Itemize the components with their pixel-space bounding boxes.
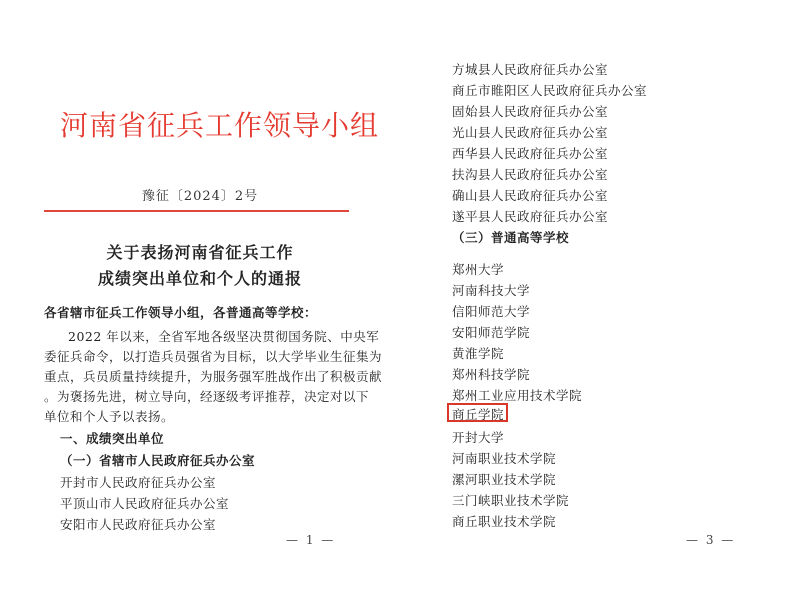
notice-title-line-1: 关于表扬河南省征兵工作 xyxy=(106,243,294,262)
school-item-highlighted: 商丘学院 xyxy=(452,407,505,422)
school-item: 三门峡职业技术学院 xyxy=(452,493,570,508)
school-item: 漯河职业技术学院 xyxy=(452,472,557,487)
section-heading: （三）普通高等学校 xyxy=(452,230,570,245)
list-item: 安阳市人民政府征兵办公室 xyxy=(60,517,217,532)
list-item: 扶沟县人民政府征兵办公室 xyxy=(452,167,609,182)
subsection-heading: （一）省辖市人民政府征兵办公室 xyxy=(60,453,256,468)
notice-title-line-2: 成绩突出单位和个人的通报 xyxy=(97,269,302,288)
list-item: 遂平县人民政府征兵办公室 xyxy=(452,209,609,224)
document-number: 豫征〔2024〕2号 xyxy=(141,189,259,204)
paragraph-line: 单位和个人予以表扬。 xyxy=(44,409,175,424)
list-item: 开封市人民政府征兵办公室 xyxy=(60,475,217,490)
school-item: 郑州科技学院 xyxy=(452,367,531,382)
school-item: 郑州大学 xyxy=(452,262,505,277)
red-divider-rule xyxy=(44,210,349,212)
list-item: 西华县人民政府征兵办公室 xyxy=(452,146,609,161)
paragraph-line: 委征兵命令，以打造兵员强省为目标，以大学毕业生征集为 xyxy=(44,349,383,364)
salutation: 各省辖市征兵工作领导小组，各普通高等学校： xyxy=(44,305,318,320)
school-item: 信阳师范大学 xyxy=(452,304,531,319)
school-item: 河南职业技术学院 xyxy=(452,451,557,466)
school-item: 商丘职业技术学院 xyxy=(452,514,557,529)
paragraph-line: 重点，兵员质量持续提升，为服务强军胜战作出了积极贡献 xyxy=(44,369,383,384)
list-item: 商丘市睢阳区人民政府征兵办公室 xyxy=(452,83,648,98)
section-heading: 一、成绩突出单位 xyxy=(60,431,165,446)
school-item: 河南科技大学 xyxy=(452,283,531,298)
paragraph-line: 。为褒扬先进，树立导向，经逐级考评推荐，决定对以下 xyxy=(44,389,370,404)
page-number: — 1 — xyxy=(286,533,336,547)
list-item: 方城县人民政府征兵办公室 xyxy=(452,62,609,77)
school-item: 黄淮学院 xyxy=(452,346,505,361)
list-item: 光山县人民政府征兵办公室 xyxy=(452,125,609,140)
page-number: — 3 — xyxy=(686,533,736,547)
agency-title: 河南省征兵工作领导小组 xyxy=(60,109,380,142)
school-item: 安阳师范学院 xyxy=(452,325,531,340)
list-item: 固始县人民政府征兵办公室 xyxy=(452,104,609,119)
paragraph-line: 2022 年以来，全省军地各级坚决贯彻国务院、中央军 xyxy=(68,329,380,344)
highlight-box xyxy=(447,403,508,422)
list-item: 平顶山市人民政府征兵办公室 xyxy=(60,496,230,511)
school-item: 开封大学 xyxy=(452,430,505,445)
list-item: 确山县人民政府征兵办公室 xyxy=(452,188,609,203)
school-item: 郑州工业应用技术学院 xyxy=(452,388,583,403)
